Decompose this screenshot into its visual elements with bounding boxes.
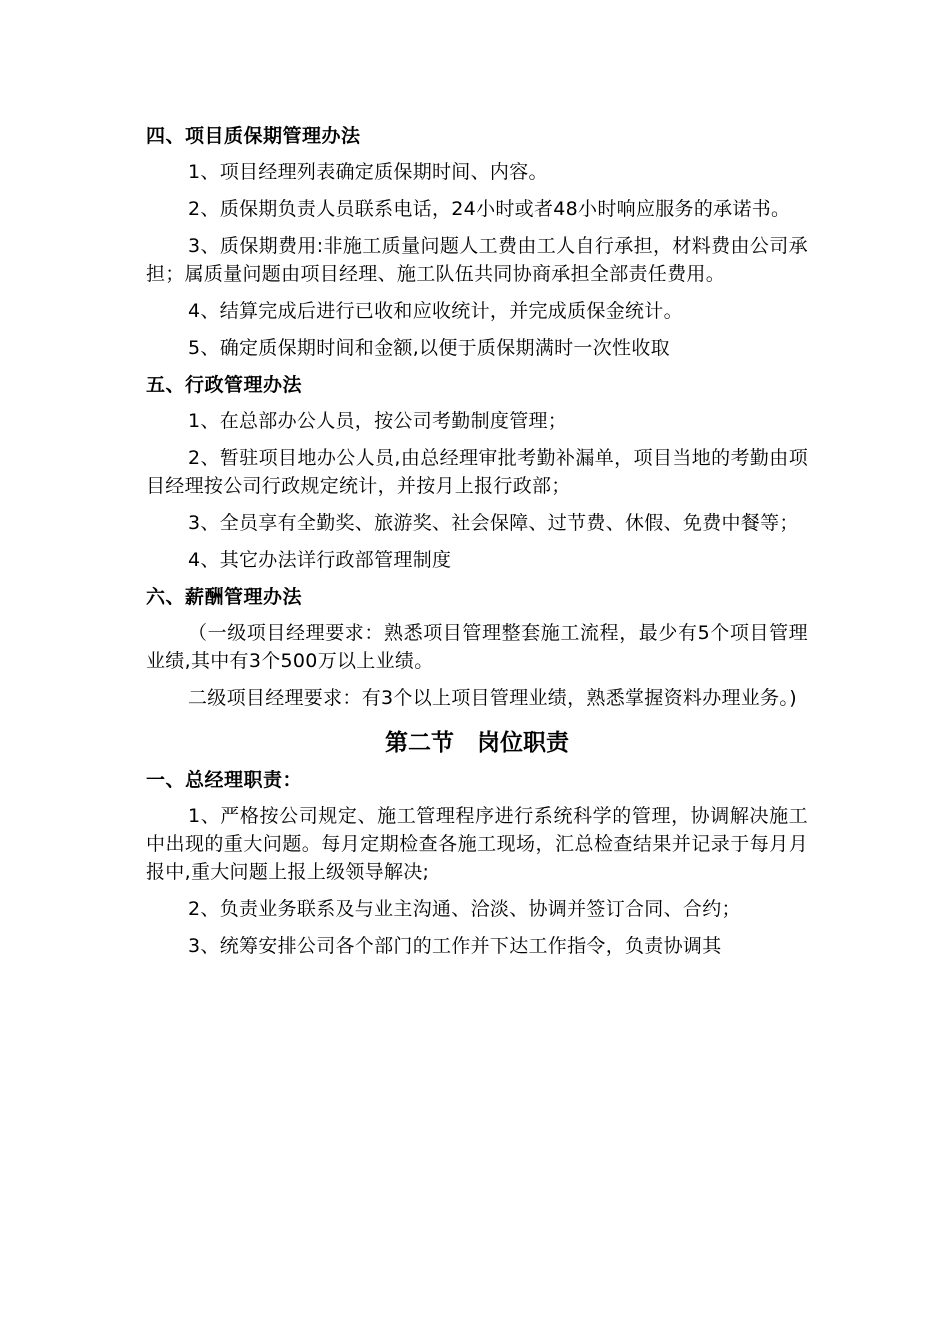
section-title: 第二节 岗位职责 [385, 729, 569, 756]
paragraph: 二级项目经理要求：有3个以上项目管理业绩，熟悉掌握资料办理业务。) [188, 687, 797, 709]
paragraph: 3、质保期费用:非施工质量问题人工费由工人自行承担，材料费由公司承担；属质量问题由项目经理、施工队伍共同协商承担全部责任费用。 [146, 235, 808, 285]
paragraph: 4、结算完成后进行已收和应收统计，并完成质保金统计。 [188, 300, 683, 322]
paragraph: 5、确定质保期时间和金额,以便于质保期满时一次性收取 [188, 337, 670, 359]
paragraph: 1、在总部办公人员，按公司考勤制度管理； [188, 410, 568, 432]
heading-gm-duties: 一、总经理职责： [146, 769, 303, 791]
document-body [146, 122, 808, 969]
paragraph: 4、其它办法详行政部管理制度 [188, 549, 452, 571]
heading-admin-management: 五、行政管理办法 [146, 374, 303, 396]
heading-salary-management: 六、薪酬管理办法 [146, 586, 303, 608]
paragraph: 3、统筹安排公司各个部门的工作并下达工作指令，负责协调其 [188, 935, 722, 957]
paragraph: （一级项目经理要求：熟悉项目管理整套施工流程，最少有5个项目管理业绩,其中有3个500万以上业绩。 [146, 622, 808, 672]
paragraph: 2、负责业务联系及与业主沟通、洽淡、协调并签订合同、合约； [188, 898, 741, 920]
paragraph: 1、项目经理列表确定质保期时间、内容。 [188, 161, 548, 183]
paragraph: 2、暂驻项目地办公人员,由总经理审批考勤补漏单，项目当地的考勤由项目经理按公司行政规定统计，并按月上报行政部； [146, 447, 808, 497]
heading-warranty-management: 四、项目质保期管理办法 [146, 125, 361, 147]
paragraph: 3、全员享有全勤奖、旅游奖、社会保障、过节费、休假、免费中餐等； [188, 512, 799, 534]
paragraph: 2、质保期负责人员联系电话，24小时或者48小时响应服务的承诺书。 [188, 198, 791, 220]
paragraph: 1、严格按公司规定、施工管理程序进行系统科学的管理，协调解决施工中出现的重大问题。每月定期检查各施工现场，汇总检查结果并记录于每月月报中,重大问题上报上级领导解决; [146, 805, 808, 883]
